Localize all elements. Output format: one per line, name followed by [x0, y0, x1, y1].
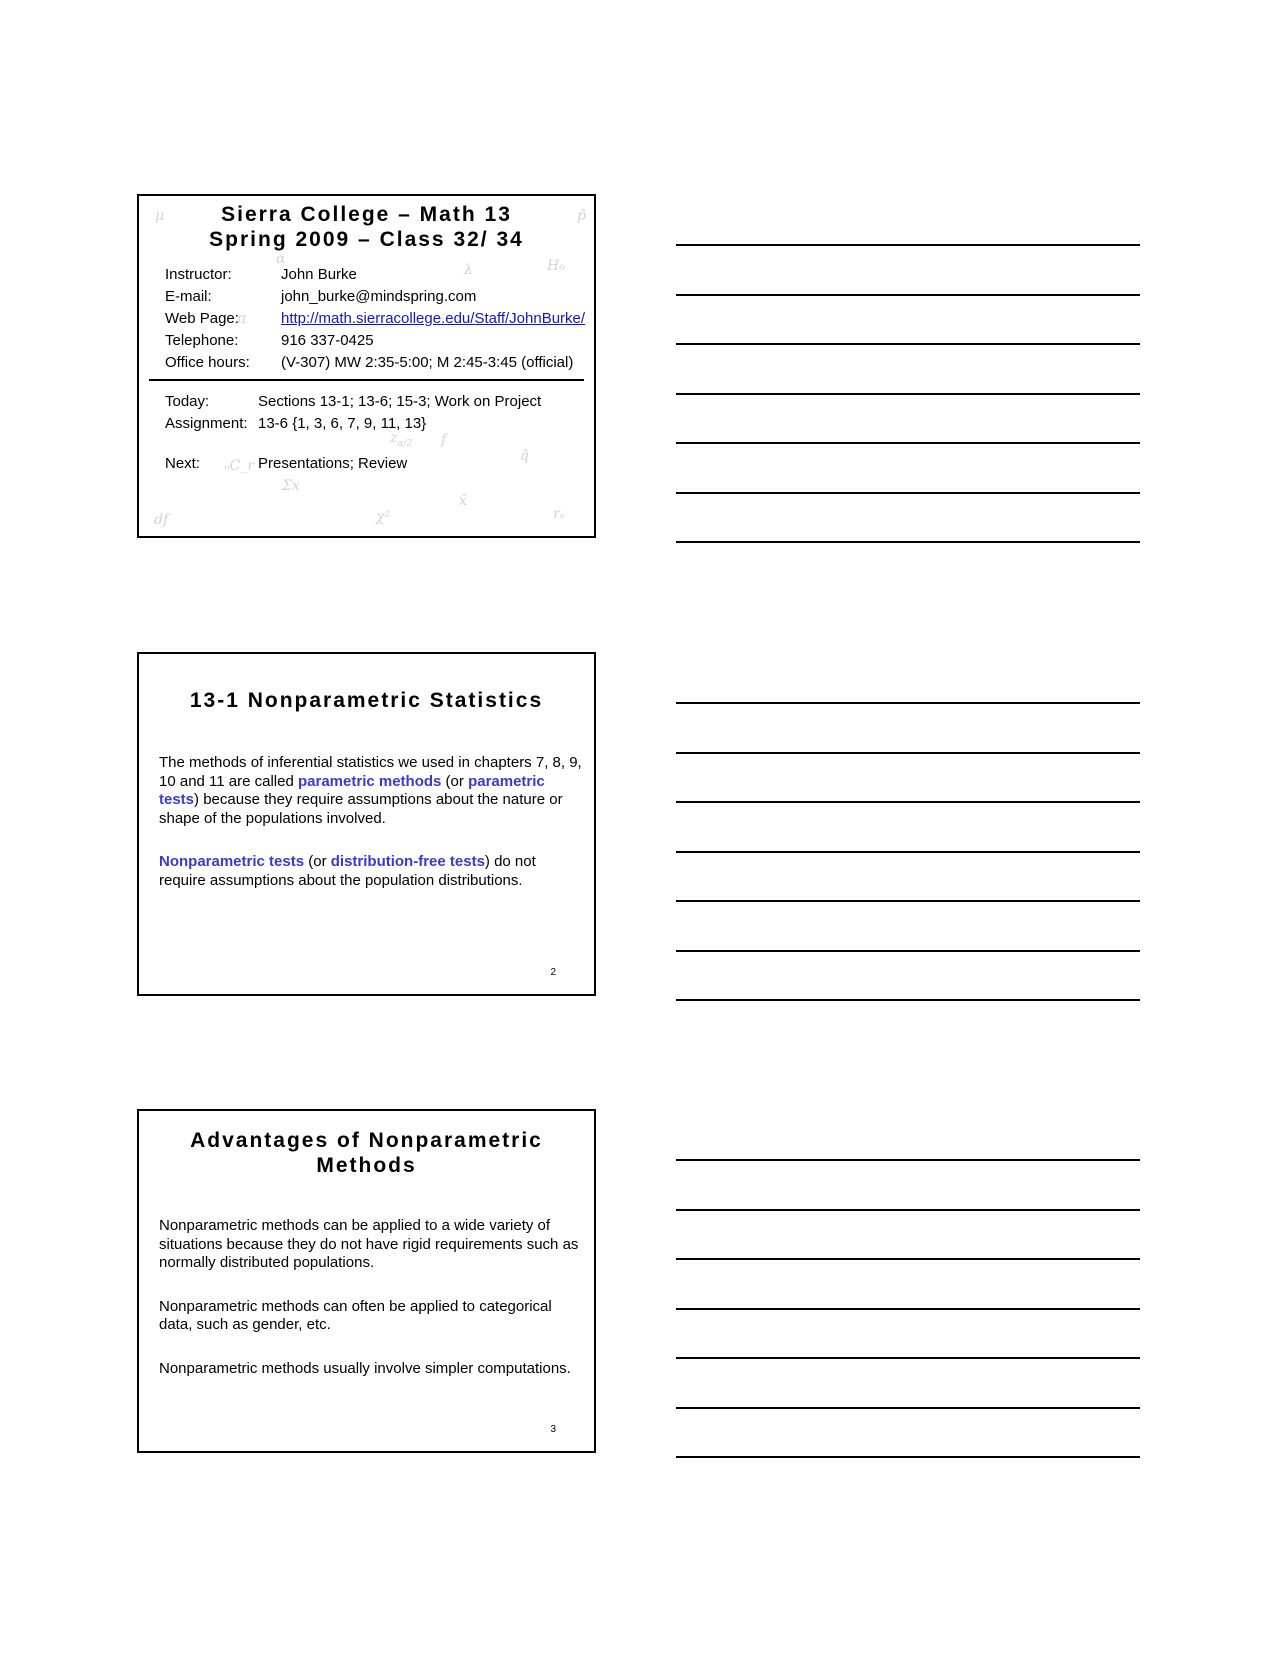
info-row: [165, 352, 585, 374]
pi-symbol-icon: π: [237, 311, 247, 327]
slide-3-body: [159, 1217, 586, 1378]
note-line: [676, 752, 1140, 754]
next-value: Presentations; Review: [258, 455, 408, 472]
highlight-term: parametric methods: [298, 772, 442, 790]
alpha-symbol-icon: α: [276, 251, 286, 267]
note-line: [676, 950, 1140, 952]
slide-2: [137, 652, 596, 996]
note-line: [676, 1159, 1140, 1161]
office-hours-value: (V-307) MW 2:35-5:00; M 2:45-3:45 (official): [281, 354, 574, 371]
r-s-symbol-icon: rₛ: [553, 506, 565, 522]
df-symbol-icon: df: [154, 512, 169, 528]
schedule-row: [165, 413, 541, 435]
instructor-name: John Burke: [281, 266, 357, 283]
x-bar-symbol-icon: x̄: [459, 493, 467, 509]
lambda-symbol-icon: λ: [464, 262, 473, 278]
info-row: [165, 264, 585, 286]
advantage-paragraph: Nonparametric methods usually involve simpler computations.: [159, 1359, 571, 1377]
note-line: [676, 442, 1140, 444]
combination-symbol-icon: ₙC_r: [224, 458, 255, 474]
info-label: Instructor:: [165, 266, 232, 283]
slide-1: [137, 194, 596, 538]
assignment-value: 13-6 {1, 3, 6, 7, 9, 11, 13}: [258, 415, 427, 432]
class-subtitle: Spring 2009 – Class 32/ 34: [209, 228, 524, 251]
q-hat-symbol-icon: q̂: [520, 448, 529, 464]
today-value: Sections 13-1; 13-6; 15-3; Work on Project: [258, 393, 542, 410]
f-symbol-icon: f: [441, 432, 447, 448]
note-line: [676, 851, 1140, 853]
note-line: [676, 1209, 1140, 1211]
advantage-paragraph: Nonparametric methods can often be applied to categorical data, such as gender, etc.: [159, 1297, 552, 1333]
telephone-value: 916 337-0425: [281, 332, 374, 349]
note-line: [676, 1407, 1140, 1409]
h-zero-symbol-icon: H₀: [547, 258, 565, 274]
schedule-row: [165, 391, 541, 413]
slide-1-title: [139, 202, 594, 252]
note-line: [676, 1308, 1140, 1310]
note-line: [676, 492, 1140, 494]
note-line: [676, 1357, 1140, 1359]
z-alpha-symbol-icon: $z_{\alpha/2}$: [390, 430, 413, 449]
highlight-term: distribution-free tests: [330, 853, 485, 870]
chi-square-symbol-icon: χ²: [376, 509, 391, 525]
text-run: ) do not require assumptions about the population distributions.: [159, 853, 536, 889]
slide-2-body: [159, 754, 586, 890]
schedule-label: Today:: [165, 393, 210, 410]
advantage-paragraph: Nonparametric methods can be applied to a wide variety of situations because they do not have rigid requirements such as normally distributed populations.: [159, 1217, 579, 1271]
info-label: E-mail:: [165, 288, 212, 305]
note-line: [676, 900, 1140, 902]
text-run: The methods of inferential statistics we used in chapters 7, 8, 9, 10 and 11 are called: [159, 754, 582, 790]
info-row: [165, 286, 585, 308]
email-value: john_burke@mindspring.com: [281, 288, 477, 305]
info-label: Office hours:: [165, 354, 250, 371]
section-divider: [149, 379, 584, 381]
highlight-term: Nonparametric tests: [159, 853, 305, 870]
text-run: ) because they require assumptions about the nature or shape of the populations involved.: [159, 791, 563, 827]
note-line: [676, 999, 1140, 1001]
text-run: (or: [441, 772, 469, 790]
course-title: Sierra College – Math 13: [221, 203, 512, 226]
note-line: [676, 294, 1140, 296]
note-line: [676, 343, 1140, 345]
nonparametric-paragraph: [159, 853, 586, 890]
slide-number: 2: [550, 967, 556, 978]
spacer-row: [165, 435, 541, 453]
note-line: [676, 1456, 1140, 1458]
note-line: [676, 393, 1140, 395]
note-line: [676, 702, 1140, 704]
note-line: [676, 801, 1140, 803]
slide-2-title: 13-1 Nonparametric Statistics: [189, 689, 544, 712]
web-page-link[interactable]: http://math.sierracollege.edu/Staff/JohnBurke/: [281, 310, 586, 327]
schedule-table: [165, 391, 541, 475]
instructor-info-table: [165, 264, 585, 374]
info-row: [165, 308, 585, 330]
note-line: [676, 541, 1140, 543]
note-line: [676, 244, 1140, 246]
highlight-term: parametric tests: [159, 772, 545, 808]
info-label: Web Page:: [165, 310, 239, 327]
note-line: [676, 1258, 1140, 1260]
sigma-x-symbol-icon: Σx: [282, 478, 300, 494]
parametric-paragraph: [159, 754, 586, 828]
slide-number: 3: [550, 1424, 556, 1435]
info-label: Telephone:: [165, 332, 239, 349]
slide-3-title: Advantages of Nonparametric Methods: [190, 1129, 543, 1177]
schedule-row: [165, 453, 541, 475]
mu-symbol-icon: μ: [155, 208, 165, 224]
schedule-label: Assignment:: [165, 415, 248, 432]
slide-3: [137, 1109, 596, 1453]
schedule-label: Next:: [165, 455, 201, 472]
text-run: (or: [304, 853, 331, 870]
p-hat-symbol-icon: p̂: [577, 208, 586, 224]
info-row: [165, 330, 585, 352]
